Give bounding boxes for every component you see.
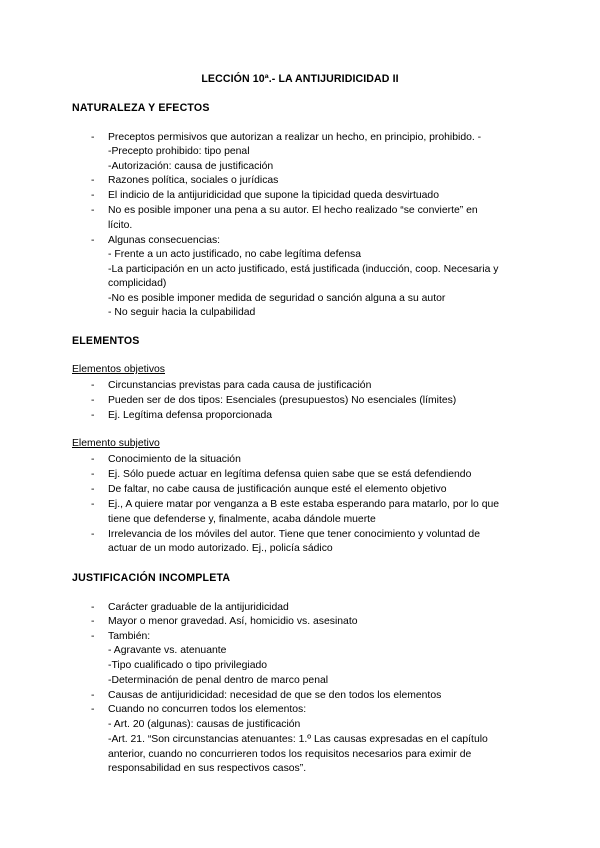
list-item: No es posible imponer una pena a su autor. El hecho realizado “se convierte” en bbox=[108, 205, 478, 216]
list-item: Ej. Legítima defensa proporcionada bbox=[108, 410, 273, 421]
list-subitem: -Autorización: causa de justificación bbox=[108, 161, 274, 172]
list-subitem: - Frente a un acto justificado, no cabe legítima defensa bbox=[108, 249, 361, 260]
bullet-marker: - bbox=[91, 704, 95, 715]
list-item: Pueden ser de dos tipos: Esenciales (presupuestos) No esenciales (límites) bbox=[108, 395, 457, 406]
section-heading-naturaleza: NATURALEZA Y EFECTOS bbox=[72, 102, 210, 114]
subheading-elemento-subjetivo: Elemento subjetivo bbox=[72, 438, 160, 449]
list-subitem-continuation: complicidad) bbox=[108, 278, 167, 289]
list-subitem-continuation: anterior, cuando no concurrieren todos los requisitos necesarios para eximir de bbox=[108, 749, 472, 760]
list-item: Mayor o menor gravedad. Así, homicidio vs. asesinato bbox=[108, 616, 358, 627]
bullet-marker: - bbox=[91, 602, 95, 613]
bullet-marker: - bbox=[91, 690, 95, 701]
list-subitem: -Tipo cualificado o tipo privilegiado bbox=[108, 660, 268, 671]
list-subitem: -La participación en un acto justificado, está justificada (inducción, coop. Necesaria y bbox=[108, 264, 499, 275]
page-title: LECCIÓN 10ª.- LA ANTIJURIDICIDAD II bbox=[201, 73, 399, 85]
bullet-marker: - bbox=[91, 410, 95, 421]
list-item-continuation: tiene que defenderse y, finalmente, acaba dándole muerte bbox=[108, 514, 376, 525]
list-item: Razones política, sociales o jurídicas bbox=[108, 175, 279, 186]
list-item: Carácter graduable de la antijuridicidad bbox=[108, 602, 289, 613]
list-subitem: -Precepto prohibido: tipo penal bbox=[108, 146, 250, 157]
list-item-continuation: lícito. bbox=[108, 220, 133, 231]
bullet-marker: - bbox=[91, 454, 95, 465]
list-item: Algunas consecuencias: bbox=[108, 235, 221, 246]
list-item: Ej., A quiere matar por venganza a B este estaba esperando para matarlo, por lo que bbox=[108, 499, 500, 510]
bullet-marker: - bbox=[91, 484, 95, 495]
list-subitem-continuation: responsabilidad en sus respectivos casos”. bbox=[108, 763, 307, 774]
bullet-marker: - bbox=[91, 132, 95, 143]
list-item-continuation: actuar de un modo autorizado. Ej., policía sádico bbox=[108, 543, 333, 554]
bullet-marker: - bbox=[91, 205, 95, 216]
list-item: Preceptos permisivos que autorizan a realizar un hecho, en principio, prohibido. - bbox=[108, 132, 482, 143]
list-item: Ej. Sólo puede actuar en legítima defensa quien sabe que se está defendiendo bbox=[108, 469, 472, 480]
list-item: Circunstancias previstas para cada causa de justificación bbox=[108, 380, 372, 391]
section-heading-justificacion: JUSTIFICACIÓN INCOMPLETA bbox=[72, 572, 231, 584]
section-heading-elementos: ELEMENTOS bbox=[72, 335, 140, 347]
bullet-marker: - bbox=[91, 190, 95, 201]
bullet-marker: - bbox=[91, 380, 95, 391]
bullet-marker: - bbox=[91, 175, 95, 186]
list-subitem: - No seguir hacia la culpabilidad bbox=[108, 307, 256, 318]
list-item: Irrelevancia de los móviles del autor. Tiene que tener conocimiento y voluntad de bbox=[108, 529, 480, 540]
bullet-marker: - bbox=[91, 499, 95, 510]
list-subitem: - Art. 20 (algunas): causas de justificación bbox=[108, 719, 301, 730]
list-subitem: - Agravante vs. atenuante bbox=[108, 645, 227, 656]
list-subitem: -Art. 21. “Son circunstancias atenuantes: 1.º Las causas expresadas en el capítulo bbox=[108, 734, 488, 745]
bullet-marker: - bbox=[91, 616, 95, 627]
list-item: Cuando no concurren todos los elementos: bbox=[108, 704, 307, 715]
subheading-elementos-objetivos: Elementos objetivos bbox=[72, 364, 165, 375]
list-item: El indicio de la antijuridicidad que supone la tipicidad queda desvirtuado bbox=[108, 190, 439, 201]
list-subitem: -No es posible imponer medida de seguridad o sanción alguna a su autor bbox=[108, 293, 446, 304]
list-item: Causas de antijuridicidad: necesidad de que se den todos los elementos bbox=[108, 690, 442, 701]
list-item: También: bbox=[108, 631, 151, 642]
bullet-marker: - bbox=[91, 529, 95, 540]
bullet-marker: - bbox=[91, 469, 95, 480]
bullet-marker: - bbox=[91, 631, 95, 642]
bullet-marker: - bbox=[91, 395, 95, 406]
list-item: De faltar, no cabe causa de justificación aunque esté el elemento objetivo bbox=[108, 484, 447, 495]
bullet-marker: - bbox=[91, 235, 95, 246]
list-item: Conocimiento de la situación bbox=[108, 454, 241, 465]
list-subitem: -Determinación de penal dentro de marco penal bbox=[108, 675, 329, 686]
